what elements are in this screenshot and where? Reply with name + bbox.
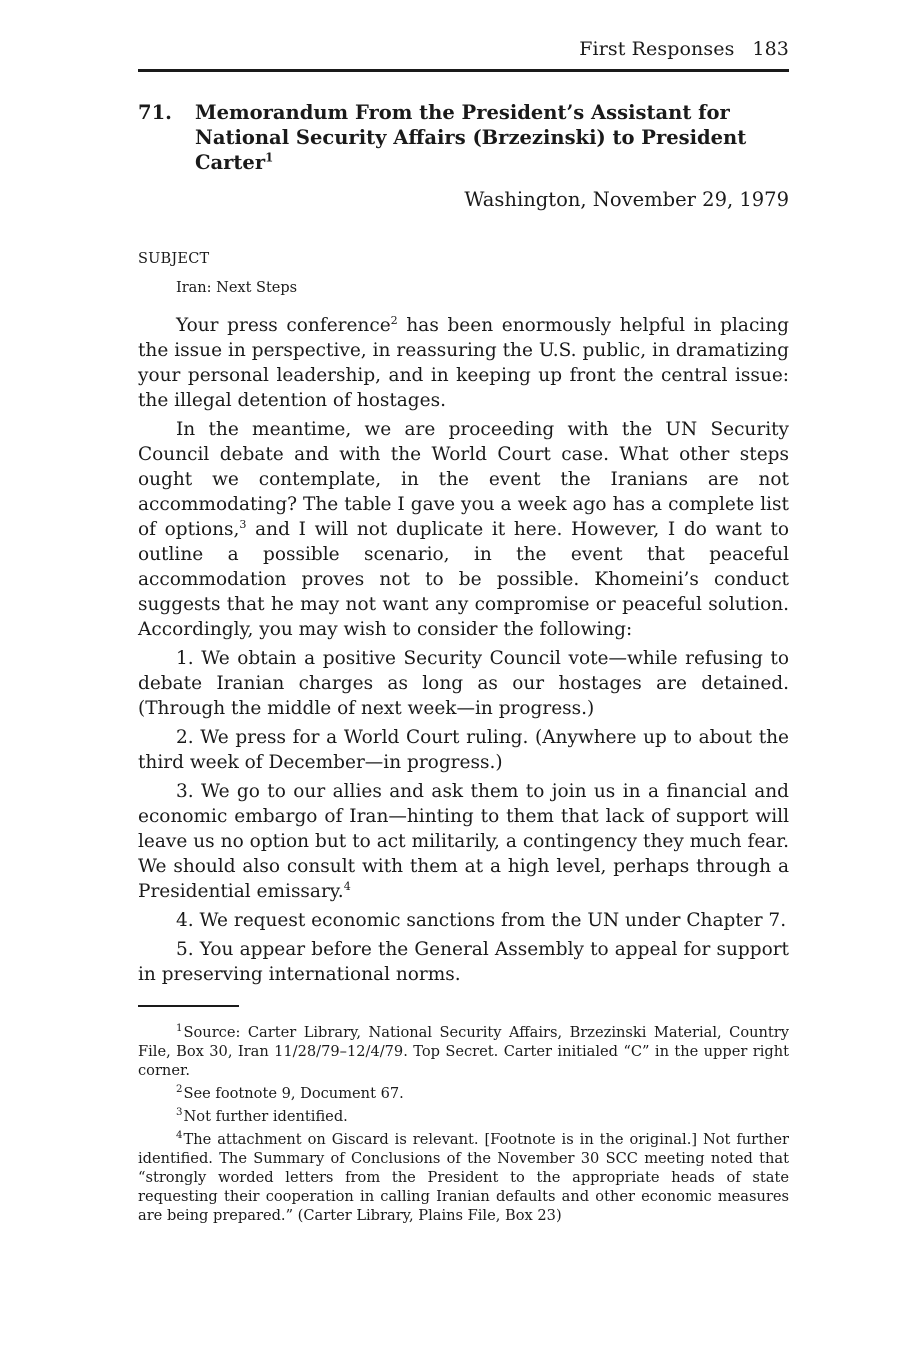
- footnote-mark: 4: [176, 1130, 183, 1142]
- footnote: [138, 1023, 789, 1080]
- footnote-mark: 2: [176, 1084, 183, 1096]
- running-title: First Responses: [579, 38, 735, 60]
- list-item: [138, 937, 789, 987]
- list-item: [138, 646, 789, 721]
- list-item: [138, 779, 789, 904]
- paragraph-text: 3. We go to our allies and ask them to join us in a financial and economic embargo of Iran—hinting to them that lack of support will leave us no option but to act militarily, a contingency they much fear. We should also consult with them at a high level, perhaps through a Presidential emissary.: [138, 781, 789, 902]
- footnote-rule: [138, 1005, 239, 1007]
- footnote: [138, 1084, 789, 1103]
- paragraph-text: 2. We press for a World Court ruling. (Anywhere up to about the third week of December—in progress.): [138, 727, 789, 773]
- paragraph-text: 5. You appear before the General Assembly to appeal for support in preserving international norms.: [138, 939, 789, 985]
- paragraph-text: 1. We obtain a positive Security Council vote—while refusing to debate Iranian charges as long as our hostages are detained. (Through the middle of next week—in progress.): [138, 648, 789, 719]
- dateline: Washington, November 29, 1979: [464, 188, 789, 211]
- paragraph-text: 4. We request economic sanctions from the UN under Chapter 7.: [176, 910, 787, 931]
- paragraph-text: and I will not duplicate it here. However, I do want to outline a possible scenario, in the event that peaceful accommodation proves not to be possible. Khomeini’s conduct suggests that he may not want any compromise or peaceful solution. Accordingly, you may wish to consider the following:: [138, 519, 789, 640]
- footnote-text: Not further identified.: [183, 1108, 348, 1125]
- footnote-mark: 1: [176, 1023, 183, 1035]
- footnote-ref[interactable]: 2: [390, 313, 398, 327]
- document-heading: [138, 100, 789, 175]
- title-footnote-ref[interactable]: 1: [265, 150, 274, 165]
- footnote-ref[interactable]: 4: [343, 879, 351, 893]
- footnote: [138, 1130, 789, 1225]
- paragraph-text: has been enormously helpful in placing the issue in perspective, in reassuring the U.S. public, in dramatizing your personal leadership, and in keeping up front the central issue: the illegal detention of hostages.: [138, 315, 789, 411]
- footnote-text: The attachment on Giscard is relevant. [Footnote is in the original.] Not further identified. The Summary of Conclusions of the November 30 SCC meeting noted that “strongly worded letters from the President to the appropriate heads of state requesting their cooperation in calling Iranian defaults and other economic measures are being prepared.” (Carter Library, Plains File, Box 23): [138, 1131, 789, 1224]
- document-number: 71.: [138, 101, 172, 124]
- body-paragraph: [138, 313, 789, 413]
- running-head: [579, 38, 789, 60]
- list-item: [138, 725, 789, 775]
- paragraph-text: In the meantime, we are proceeding with the UN Security Council debate and with the World Court case. What other steps ought we contemplate, in the event the Iranians are not accommodating? The table I gave you a week ago has a complete list of options,: [138, 419, 789, 540]
- paragraph-text: Your press conference: [176, 315, 391, 336]
- page-number: 183: [752, 38, 789, 60]
- footnote-ref[interactable]: 3: [239, 517, 247, 531]
- footnote: [138, 1107, 789, 1126]
- body-paragraph: [138, 417, 789, 642]
- document-title: [195, 100, 789, 175]
- footnote-text: Source: Carter Library, National Security Affairs, Brzezinski Material, Country File, Box 30, Iran 11/28/79–12/4/79. Top Secret. Carter initialed “C” in the upper right corner.: [138, 1024, 789, 1079]
- header-rule: [138, 69, 789, 72]
- document-title-text: Memorandum From the President’s Assistant for National Security Affairs (Brzezinski) to President Carter: [195, 101, 747, 174]
- subject-text: Iran: Next Steps: [176, 280, 298, 296]
- footnotes: [138, 1023, 789, 1229]
- footnote-text: See footnote 9, Document 67.: [183, 1085, 404, 1102]
- list-item: [138, 908, 789, 933]
- subject-label: SUBJECT: [138, 251, 210, 267]
- body-text: [138, 313, 789, 991]
- footnote-mark: 3: [176, 1107, 183, 1119]
